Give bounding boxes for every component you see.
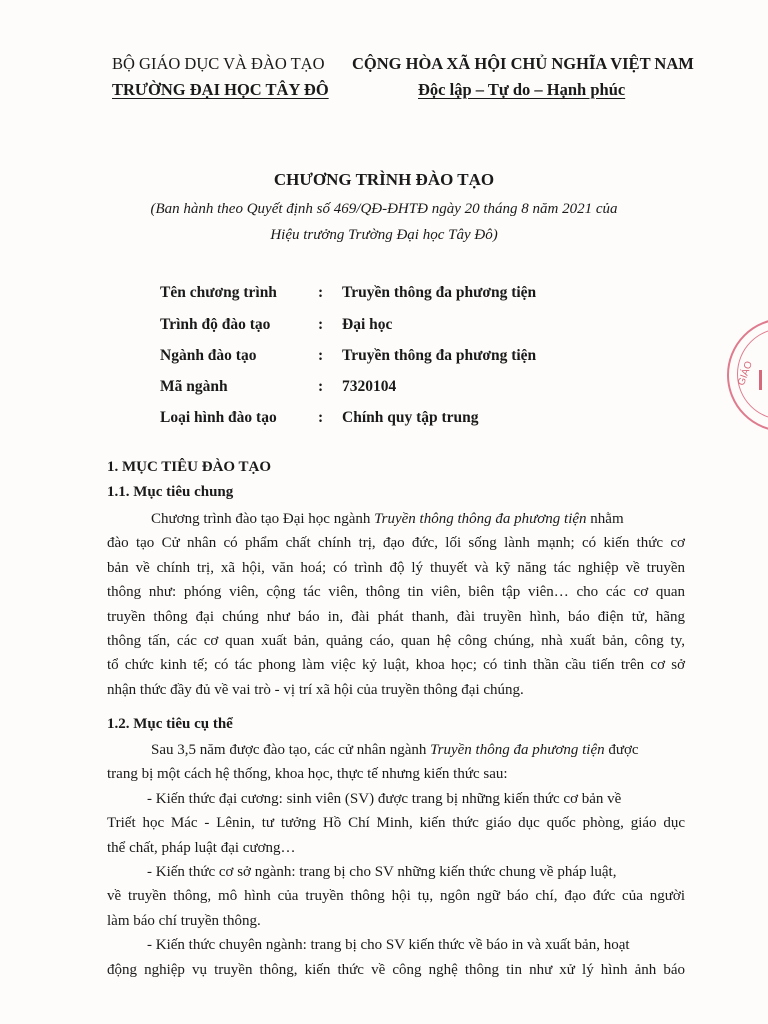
bullet-first-line: - Kiến thức đại cương: sinh viên (SV) được trang bị những kiến thức cơ bản về	[147, 790, 622, 807]
program-name-emphasis: Truyền thông đa phương tiện	[430, 742, 605, 758]
paragraph-line	[107, 738, 685, 762]
info-label: Mã ngành	[160, 378, 228, 395]
info-value: Đại học	[342, 316, 393, 333]
national-motto: Độc lập – Tự do – Hạnh phúc	[418, 80, 626, 99]
bullet-first-line: - Kiến thức chuyên ngành: trang bị cho SV kiến thức về báo in và xuất bản, hoạt	[147, 937, 630, 954]
info-label: Loại hình đào tạo	[160, 409, 277, 426]
text-span: nhằm	[586, 511, 624, 527]
general-objectives-paragraph	[107, 507, 685, 702]
paragraph-line: nhận thức đầy đủ về vai trò - vị trí xã hội của truyền thông đại chúng.	[107, 681, 524, 698]
official-stamp	[727, 318, 768, 432]
paragraph-line	[107, 507, 685, 531]
text-span: Sau 3,5 năm được đào tạo, các cử nhân ngành	[151, 742, 431, 758]
ministry-name: BỘ GIÁO DỤC VÀ ĐÀO TẠO	[112, 54, 325, 73]
program-name-emphasis: Truyền thông thông đa phương tiện	[374, 511, 587, 527]
text-span: Chương trình đào tạo Đại học ngành	[151, 511, 375, 527]
text-span: được	[604, 742, 639, 758]
country-name: CỘNG HÒA XÃ HỘI CHỦ NGHĨA VIỆT NAM	[352, 54, 694, 73]
info-colon: :	[318, 316, 324, 333]
stamp-text: GIÁO	[736, 359, 755, 388]
document-title: CHƯƠNG TRÌNH ĐÀO TẠO	[273, 170, 495, 189]
info-value: Truyền thông đa phương tiện	[342, 347, 537, 364]
paragraph-line: bản về chính trị, xã hội, văn hoá; có trình độ lý thuyết và kỹ năng tác nghiệp về truyền	[107, 559, 685, 576]
info-colon: :	[318, 347, 324, 364]
info-colon: :	[318, 409, 324, 426]
paragraph-line: thông như: phóng viên, cộng tác viên, thông tin viên, biên tập viên… cho các cơ quan	[107, 584, 685, 601]
info-colon: :	[318, 284, 324, 301]
paragraph-line: tổ chức kinh tế; có tác phong làm việc kỷ luật, khoa học; có tinh thần cầu tiến trên cơ sở	[107, 657, 685, 674]
bullet-line: về truyền thông, mô hình của truyền thông hội tụ, ngôn ngữ báo chí, đạo đức của người	[107, 888, 685, 905]
document-subtitle-line1: (Ban hành theo Quyết định số 469/QĐ-ĐHTĐ ngày 20 tháng 8 năm 2021 của	[150, 201, 618, 217]
paragraph-lines	[107, 531, 685, 702]
bullet-line: thể chất, pháp luật đại cương…	[107, 839, 296, 856]
info-value: 7320104	[342, 378, 397, 395]
info-value: Chính quy tập trung	[342, 409, 479, 426]
paragraph-line: đào tạo Cử nhân có phẩm chất chính trị, đạo đức, lối sống lành mạnh; có kiến thức cơ	[107, 535, 685, 552]
university-name: TRƯỜNG ĐẠI HỌC TÂY ĐÔ	[112, 80, 329, 99]
subsection-heading-general: 1.1. Mục tiêu chung	[107, 484, 234, 500]
paragraph-line: truyền thông đại chúng như báo in, đài phát thanh, đài truyền hình, báo điện tử, hãng	[107, 608, 685, 625]
document-subtitle-line2: Hiệu trưởng Trường Đại học Tây Đô)	[270, 227, 498, 243]
info-label: Trình độ đào tạo	[160, 316, 271, 333]
info-label: Tên chương trình	[160, 284, 277, 301]
bullet-first-line: - Kiến thức cơ sở ngành: trang bị cho SV những kiến thức chung về pháp luật,	[147, 864, 617, 881]
info-value: Truyền thông đa phương tiện	[342, 284, 537, 301]
info-label: Ngành đào tạo	[160, 347, 257, 364]
bullet-line: Triết học Mác - Lênin, tư tưởng Hồ Chí Minh, kiến thức giáo dục quốc phòng, giáo dục	[107, 815, 685, 832]
bullet-line: động nghiệp vụ truyền thông, kiến thức về công nghệ thông tin như xử lý hình ảnh báo	[107, 961, 685, 978]
bullet-line: làm báo chí truyền thông.	[107, 912, 261, 929]
paragraph-line: trang bị một cách hệ thống, khoa học, thực tế nhưng kiến thức sau:	[107, 766, 508, 783]
info-colon: :	[318, 378, 324, 395]
stamp-mark	[759, 370, 762, 390]
specific-objectives-paragraph	[107, 738, 685, 982]
paragraph-line: thông tấn, các cơ quan xuất bản, quảng cáo, quan hệ công chúng, nhà xuất bản, công ty,	[107, 633, 685, 650]
knowledge-bullets	[107, 787, 685, 982]
subsection-heading-specific: 1.2. Mục tiêu cụ thể	[107, 716, 233, 732]
section-heading: 1. MỤC TIÊU ĐÀO TẠO	[107, 459, 272, 475]
